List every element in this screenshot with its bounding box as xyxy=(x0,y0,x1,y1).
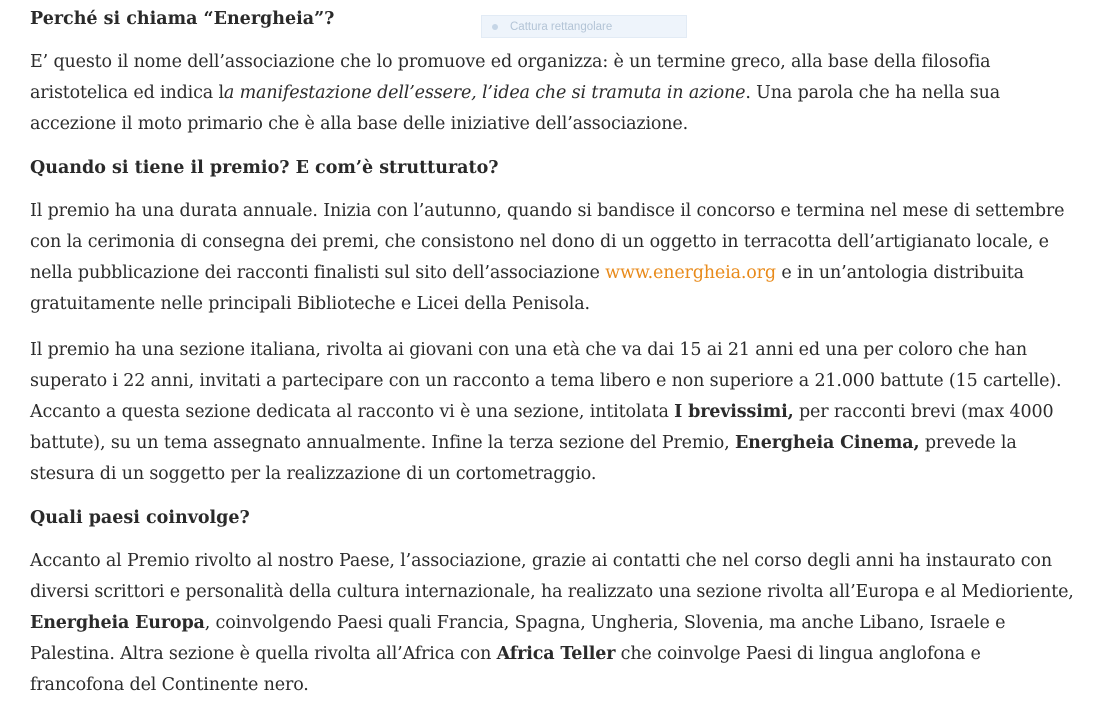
bold-term: Energheia Europa xyxy=(30,613,205,633)
capture-icon xyxy=(492,24,498,30)
italic-phrase: a manifestazione dell’essere, l’idea che si tramuta in azione xyxy=(223,83,746,103)
paragraph-text: prevede la stesura di un soggetto per la realizzazione di un cortometraggio. xyxy=(30,433,1017,484)
article-body xyxy=(30,6,1080,716)
answer-paragraph xyxy=(30,47,1080,140)
capture-overlay[interactable] xyxy=(481,15,687,38)
bold-term: Energheia Cinema, xyxy=(734,433,920,453)
answer-paragraph xyxy=(30,196,1080,320)
paragraph-text: che coinvolge Paesi di lingua anglofona e francofona del Continente nero. xyxy=(30,644,981,695)
paragraph-text: e in un’antologia distribuita gratuitamente nelle principali Biblioteche e Licei della Penisola. xyxy=(30,263,1024,314)
paragraph-text: . Una parola che ha nella sua accezione il moto primario che è alla base delle iniziative dell’associazione. xyxy=(30,83,1001,134)
paragraph-text: per racconti brevi (max 4000 battute), su un tema assegnato annualmente. Infine la terza sezione del Premio, xyxy=(30,402,1054,453)
bold-term: I brevissimi, xyxy=(674,402,794,422)
paragraph-text: Il premio ha una durata annuale. Inizia con l’autunno, quando si bandisce il concorso e termina nel mese di settembre con la cerimonia di consegna dei premi, che consistono nel dono di un oggetto in terracotta dell’artigianato locale, e nella pubblicazione dei racconti finalisti sul sito dell’associazione xyxy=(30,201,1065,283)
answer-paragraph xyxy=(30,546,1080,701)
question-heading: Quali paesi coinvolge? xyxy=(30,508,250,528)
paragraph-text: , coinvolgendo Paesi quali Francia, Spagna, Ungheria, Slovenia, ma anche Libano, Israele e Palestina. Altra sezione è quella rivolta all’Africa con xyxy=(30,613,1006,664)
paragraph-text: E’ questo il nome dell’associazione che lo promuove ed organizza: è un termine greco, alla base della filosofia aristotelica ed indica l xyxy=(30,52,991,103)
website-link[interactable]: www.energheia.org xyxy=(605,263,776,283)
question-heading: Perché si chiama “Energheia”? xyxy=(30,9,335,29)
question-heading: Quando si tiene il premio? E com’è strutturato? xyxy=(30,158,499,178)
answer-paragraph xyxy=(30,335,1080,490)
paragraph-text: Accanto al Premio rivolto al nostro Paese, l’associazione, grazie ai contatti che nel corso degli anni ha instaurato con diversi scrittori e personalità della cultura internazionale, ha realizzato una sezione rivolta all’Europa e al Medioriente, xyxy=(30,551,1074,602)
bold-term: Africa Teller xyxy=(496,644,616,664)
capture-label: Cattura rettangolare xyxy=(510,20,613,33)
paragraph-text: Il premio ha una sezione italiana, rivolta ai giovani con una età che va dai 15 ai 21 anni ed una per coloro che han superato i 22 anni, invitati a partecipare con un racconto a tema libero e non superiore a 21.000 battute (15 cartelle). Accanto a questa sezione dedicata al racconto vi è una sezione, intitolata xyxy=(30,340,1062,422)
